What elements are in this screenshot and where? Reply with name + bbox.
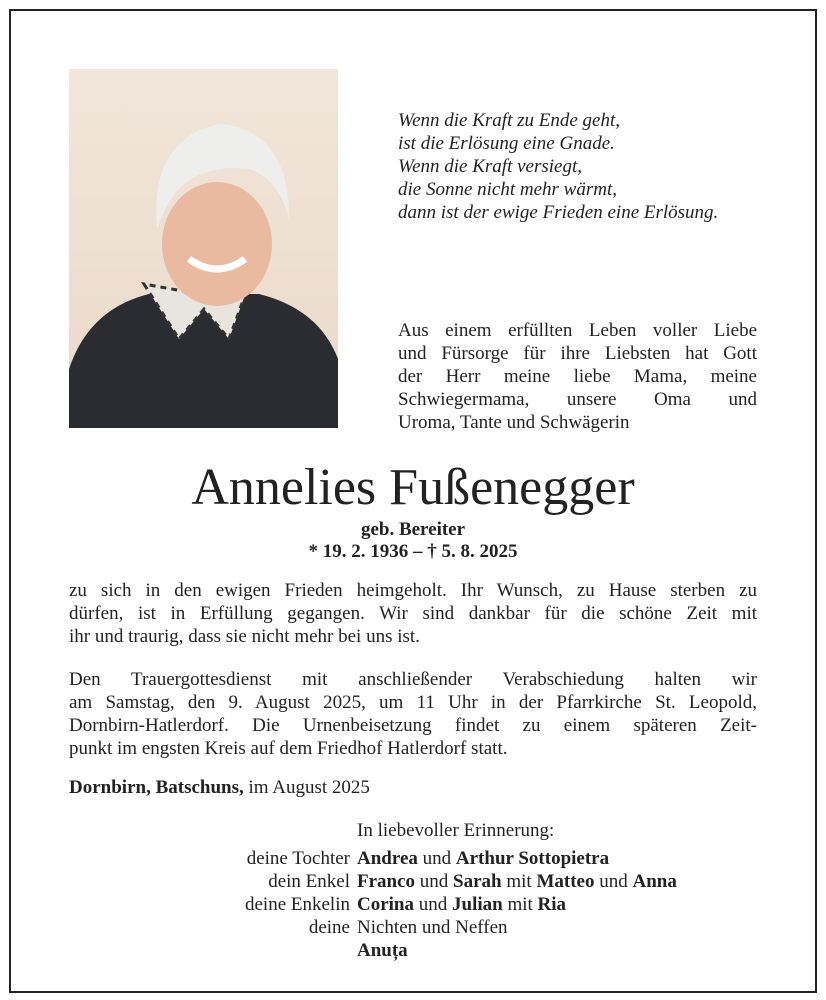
mourner-names <box>357 893 566 916</box>
mourner-name: Franco <box>357 871 416 892</box>
mourner-name: Anna <box>632 871 677 892</box>
mourner-name: Sarah <box>453 871 502 892</box>
date-text: im August 2025 <box>243 777 370 798</box>
poem-line: Wenn die Kraft versiegt, <box>398 156 582 177</box>
para2-line: am Samstag, den 9. August 2025, um 11 Uhr in der Pfarrkirche St. Leopold, <box>69 692 757 713</box>
intro-line: Aus einem erfüllten Leben voller Liebe <box>398 320 757 341</box>
place-date-line <box>69 776 370 799</box>
mourner-relation: deine Enkelin <box>245 894 350 915</box>
connector-text: und <box>414 894 452 915</box>
place-names: Dornbirn, Batschuns, <box>69 777 244 798</box>
para1-line: zu sich in den ewigen Frieden heimgeholt. Ihr Wunsch, zu Hause sterben zu <box>69 580 757 601</box>
para2-line: Den Trauergottesdienst mit anschließender Verabschiedung halten wir <box>69 669 757 690</box>
connector-text: mit <box>502 894 538 915</box>
memory-heading: In liebevoller Erinnerung: <box>357 820 555 841</box>
portrait-photo <box>69 69 338 428</box>
maiden-name: geb. Bereiter <box>360 519 466 540</box>
intro-line: Uroma, Tante und Schwägerin <box>398 412 630 433</box>
mourner-names <box>357 939 408 962</box>
mourner-names <box>357 916 508 939</box>
mourner-name: Julian <box>452 894 503 915</box>
poem-line: dann ist der ewige Frieden eine Erlösung. <box>398 202 719 223</box>
mourner-name: Andrea <box>357 848 418 869</box>
mourner-name: Matteo <box>536 871 595 892</box>
deceased-name: Annelies Fußenegger <box>191 459 635 516</box>
para1-line: dürfen, ist in Erfüllung gegangen. Wir sind dankbar für die schöne Zeit mit <box>69 603 757 624</box>
mourner-name: Arthur Sottopietra <box>455 848 610 869</box>
mourner-relation: deine <box>308 917 350 938</box>
mourner-name: Corina <box>357 894 414 915</box>
poem-line: ist die Erlösung eine Gnade. <box>398 133 615 154</box>
mourner-name: Anuța <box>357 940 408 961</box>
mourner-names <box>357 847 609 870</box>
life-dates: * 19. 2. 1936 – † 5. 8. 2025 <box>308 541 518 562</box>
para1-line: ihr und traurig, dass sie nicht mehr bei uns ist. <box>69 626 420 647</box>
connector-text: Nichten und Neffen <box>357 917 508 938</box>
connector-text: und <box>594 871 633 892</box>
para2-line: Dornbirn-Hatlerdorf. Die Urnenbeisetzung findet zu einem späteren Zeit- <box>69 715 757 736</box>
mourner-name: Ria <box>537 894 567 915</box>
para2-line: punkt im engsten Kreis auf dem Friedhof Hatlerdorf statt. <box>69 738 508 759</box>
poem-line: die Sonne nicht mehr wärmt, <box>398 179 618 200</box>
connector-text: und <box>417 848 456 869</box>
mourner-relation: deine Tochter <box>246 848 350 869</box>
mourner-names <box>357 870 677 893</box>
connector-text: und <box>415 871 454 892</box>
mourner-relation: dein Enkel <box>268 871 350 892</box>
intro-line: der Herr meine liebe Mama, meine <box>398 366 757 387</box>
intro-line: und Fürsorge für ihre Liebsten hat Gott <box>398 343 757 364</box>
poem-line: Wenn die Kraft zu Ende geht, <box>398 110 620 131</box>
connector-text: mit <box>501 871 537 892</box>
intro-line: Schwiegermama, unsere Oma und <box>398 389 757 410</box>
